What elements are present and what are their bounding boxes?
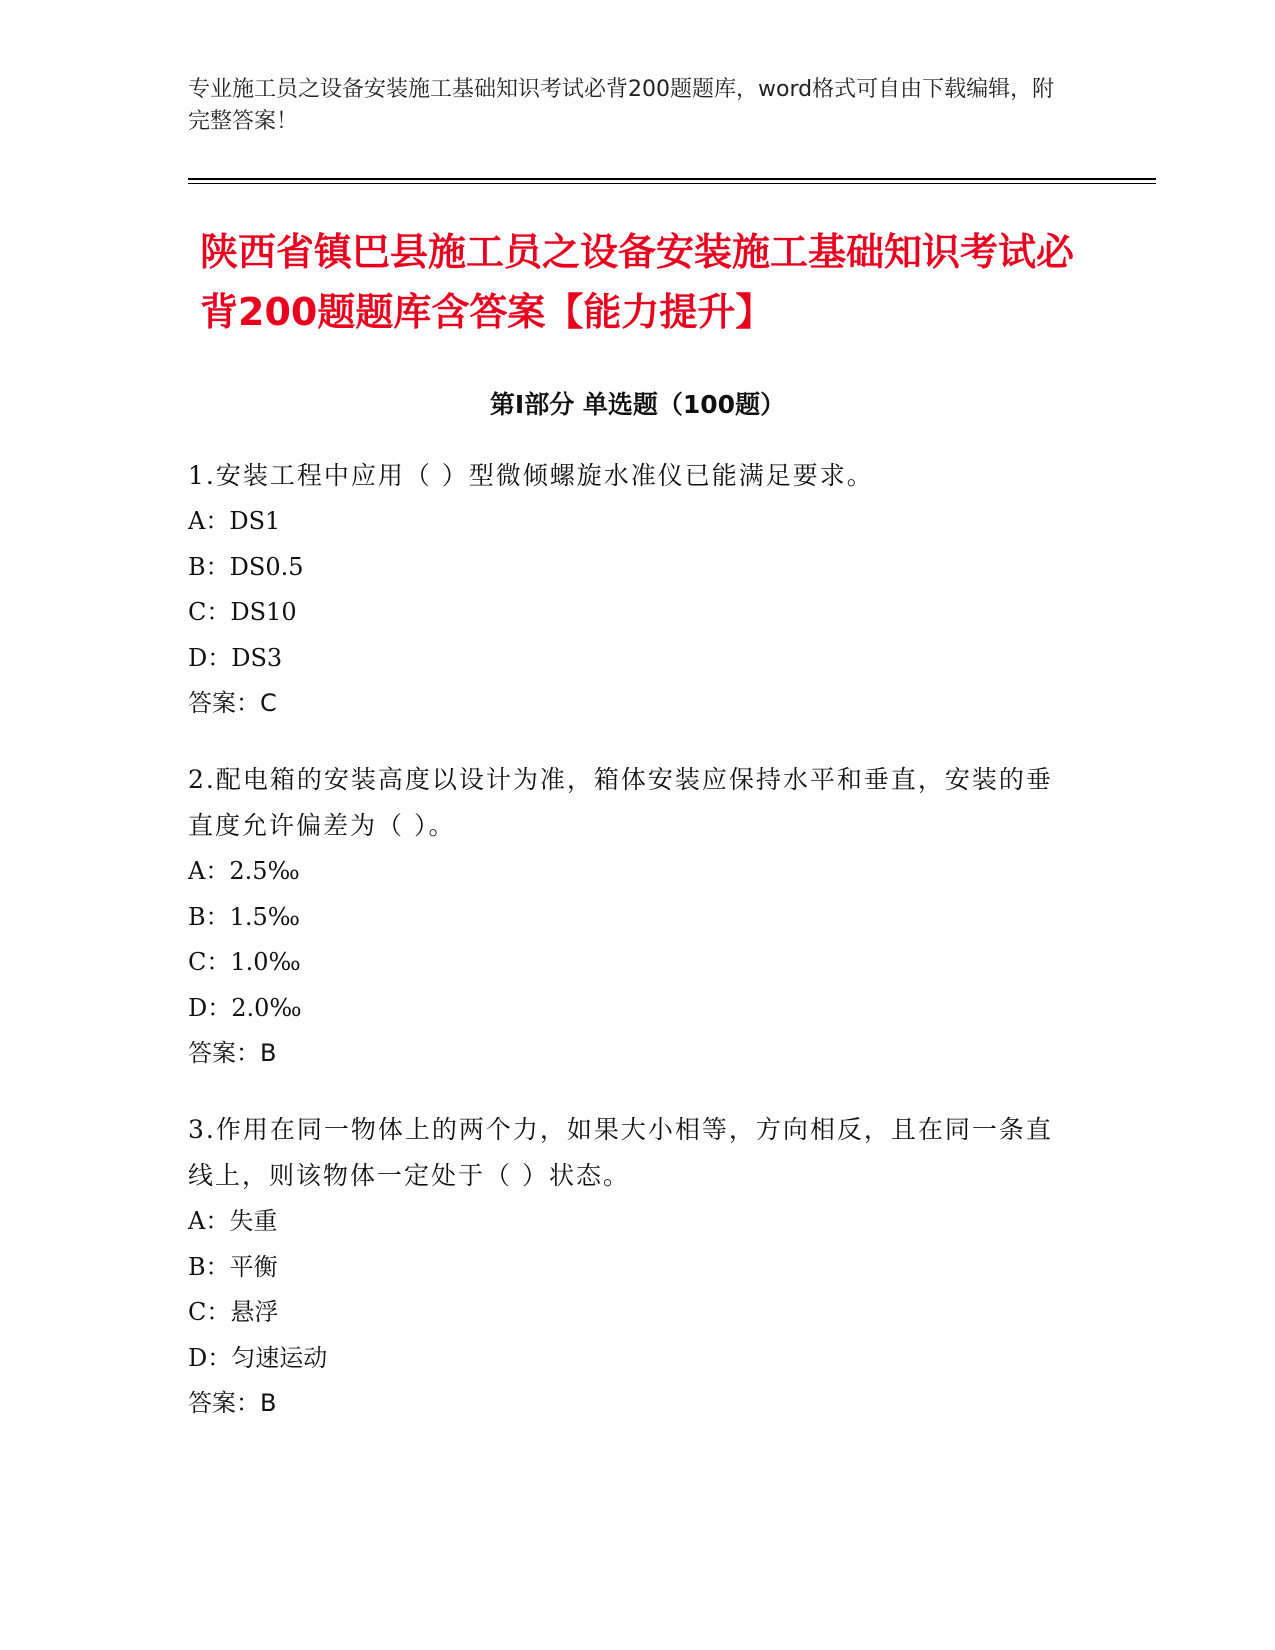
question-1 xyxy=(188,453,1068,727)
question-3 xyxy=(188,1107,1068,1427)
question-2 xyxy=(188,757,1068,1077)
option-d: D：2.0‰ xyxy=(188,993,302,1022)
option-c: C：DS10 xyxy=(188,598,297,626)
header-note: 专业施工员之设备安装施工基础知识考试必背200题题库，word格式可自由下载编辑，附完整答案！ xyxy=(188,77,1055,134)
option-d: D：DS3 xyxy=(188,643,283,672)
answer: 答案：B xyxy=(188,1389,277,1417)
question-text: 2.配电箱的安装高度以设计为准，箱体安装应保持水平和垂直，安装的垂直度允许偏差为（ ）。 xyxy=(188,765,1053,840)
document-title: 陕西省镇巴县施工员之设备安装施工基础知识考试必背200题题库含答案【能力提升】 xyxy=(200,230,1075,334)
option-a: A：DS1 xyxy=(188,507,281,535)
option-d: D：匀速运动 xyxy=(188,1343,328,1372)
option-b: B：DS0.5 xyxy=(188,552,304,581)
header-divider-thin xyxy=(188,183,1156,184)
option-b: B：平衡 xyxy=(188,1252,278,1281)
header-divider-thick xyxy=(188,178,1156,180)
option-c: C：1.0‰ xyxy=(188,948,301,976)
option-b: B：1.5‰ xyxy=(188,902,301,931)
option-a: A：失重 xyxy=(188,1207,278,1235)
answer: 答案：C xyxy=(188,689,277,717)
option-a: A：2.5‰ xyxy=(188,857,300,885)
option-c: C：悬浮 xyxy=(188,1298,279,1326)
question-text: 1.安装工程中应用（ ）型微倾螺旋水准仪已能满足要求。 xyxy=(188,461,874,490)
section-title: 第Ⅰ部分 单选题（100题） xyxy=(489,390,786,419)
question-text: 3.作用在同一物体上的两个力，如果大小相等，方向相反，且在同一条直线上，则该物体一定处于（ ）状态。 xyxy=(188,1115,1053,1190)
answer: 答案：B xyxy=(188,1039,277,1067)
